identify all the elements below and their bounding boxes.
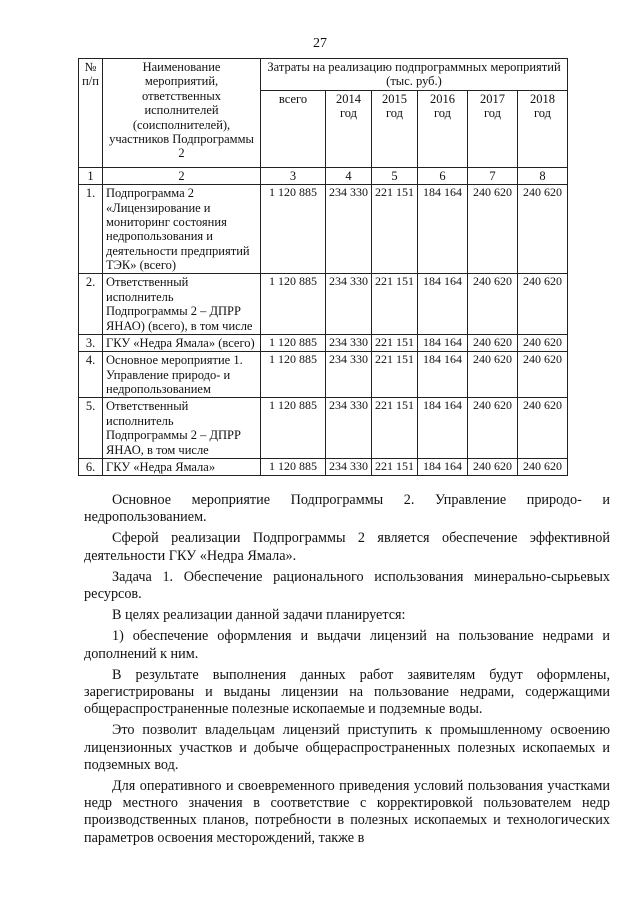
row-total: 1 120 885 — [261, 458, 326, 475]
row-2018: 240 620 — [518, 458, 568, 475]
row-total: 1 120 885 — [261, 274, 326, 335]
table-row — [79, 352, 568, 398]
row-2014: 234 330 — [326, 185, 372, 274]
row-2018: 240 620 — [518, 334, 568, 351]
header-year: 2014 год — [326, 90, 372, 167]
row-2017: 240 620 — [468, 274, 518, 335]
row-name: Ответственный исполнитель Подпрограммы 2 – ДПРР ЯНАО, в том числе — [103, 398, 261, 459]
row-2016: 184 164 — [418, 398, 468, 459]
table-row — [79, 334, 568, 351]
row-number: 6. — [79, 458, 103, 475]
header-no: № п/п — [79, 59, 103, 168]
row-2018: 240 620 — [518, 398, 568, 459]
column-number: 4 — [326, 167, 372, 184]
row-total: 1 120 885 — [261, 352, 326, 398]
row-2016: 184 164 — [418, 185, 468, 274]
row-2015: 221 151 — [372, 352, 418, 398]
row-2016: 184 164 — [418, 352, 468, 398]
table-row — [79, 398, 568, 459]
row-2015: 221 151 — [372, 274, 418, 335]
row-number: 3. — [79, 334, 103, 351]
row-2017: 240 620 — [468, 334, 518, 351]
expenditure-table — [78, 58, 568, 476]
row-number: 2. — [79, 274, 103, 335]
body-text — [84, 492, 610, 851]
column-number: 6 — [418, 167, 468, 184]
row-2015: 221 151 — [372, 185, 418, 274]
header-year: 2015 год — [372, 90, 418, 167]
paragraph: 1) обеспечение оформления и выдачи лицензий на пользование недрами и дополнений к ним. — [84, 628, 610, 662]
row-2015: 221 151 — [372, 398, 418, 459]
header-year: 2016 год — [418, 90, 468, 167]
row-2017: 240 620 — [468, 398, 518, 459]
paragraph: Сферой реализации Подпрограммы 2 является обеспечение эффективной деятельности ГКУ «Недра Ямала». — [84, 530, 610, 564]
table-header-row — [79, 59, 568, 91]
row-2014: 234 330 — [326, 352, 372, 398]
header-name: Наименование мероприятий, ответственных исполнителей (соисполнителей), участников Подпрограммы 2 — [103, 59, 261, 168]
row-name: ГКУ «Недра Ямала» (всего) — [103, 334, 261, 351]
row-2014: 234 330 — [326, 334, 372, 351]
column-number: 5 — [372, 167, 418, 184]
row-2018: 240 620 — [518, 185, 568, 274]
column-number: 7 — [468, 167, 518, 184]
row-2014: 234 330 — [326, 274, 372, 335]
row-name: Подпрограмма 2 «Лицензирование и мониторинг состояния недропользования и деятельности предприятий ТЭК» (всего) — [103, 185, 261, 274]
row-2017: 240 620 — [468, 185, 518, 274]
row-2015: 221 151 — [372, 334, 418, 351]
column-number: 3 — [261, 167, 326, 184]
row-2017: 240 620 — [468, 458, 518, 475]
row-total: 1 120 885 — [261, 398, 326, 459]
header-year: 2017 год — [468, 90, 518, 167]
row-2014: 234 330 — [326, 398, 372, 459]
row-total: 1 120 885 — [261, 334, 326, 351]
column-number-row — [79, 167, 568, 184]
row-number: 4. — [79, 352, 103, 398]
paragraph: Основное мероприятие Подпрограммы 2. Управление природо- и недропользованием. — [84, 492, 610, 526]
paragraph: Задача 1. Обеспечение рационального использования минерально-сырьевых ресурсов. — [84, 568, 610, 603]
column-number: 1 — [79, 167, 103, 184]
paragraph: В целях реализации данной задачи планируется: — [112, 607, 406, 624]
header-total: всего — [261, 90, 326, 167]
header-costs: Затраты на реализацию подпрограммных мероприятий (тыс. руб.) — [261, 59, 568, 91]
row-name: Ответственный исполнитель Подпрограммы 2 – ДПРР ЯНАО) (всего), в том числе — [103, 274, 261, 335]
page-number: 27 — [313, 36, 327, 51]
paragraph: Для оперативного и своевременного приведения условий пользования участками недр местного значения в соответствие с корректировкой пользователем недр производственных планов, потребности в полезных ископаемых и технологических параметров освоения месторождений, также в — [84, 778, 610, 846]
row-2016: 184 164 — [418, 334, 468, 351]
row-2018: 240 620 — [518, 352, 568, 398]
paragraph: В результате выполнения данных работ заявителям будут оформлены, зарегистрированы и выданы лицензии на пользование недрами, содержащими общераспространенные полезные ископаемые и подземные воды. — [84, 666, 610, 718]
header-year: 2018 год — [518, 90, 568, 167]
column-number: 2 — [103, 167, 261, 184]
table-row — [79, 274, 568, 335]
row-2015: 221 151 — [372, 458, 418, 475]
row-2016: 184 164 — [418, 274, 468, 335]
row-name: ГКУ «Недра Ямала» — [103, 458, 261, 475]
row-number: 5. — [79, 398, 103, 459]
row-2017: 240 620 — [468, 352, 518, 398]
row-total: 1 120 885 — [261, 185, 326, 274]
row-2018: 240 620 — [518, 274, 568, 335]
row-2014: 234 330 — [326, 458, 372, 475]
paragraph: Это позволит владельцам лицензий приступить к промышленному освоению лицензионных участков и добыче общераспространенных полезных ископаемых и подземных вод. — [84, 722, 610, 773]
table-row — [79, 185, 568, 274]
row-number: 1. — [79, 185, 103, 274]
row-name: Основное мероприятие 1. Управление природо- и недропользованием — [103, 352, 261, 398]
table-row — [79, 458, 568, 475]
column-number: 8 — [518, 167, 568, 184]
row-2016: 184 164 — [418, 458, 468, 475]
